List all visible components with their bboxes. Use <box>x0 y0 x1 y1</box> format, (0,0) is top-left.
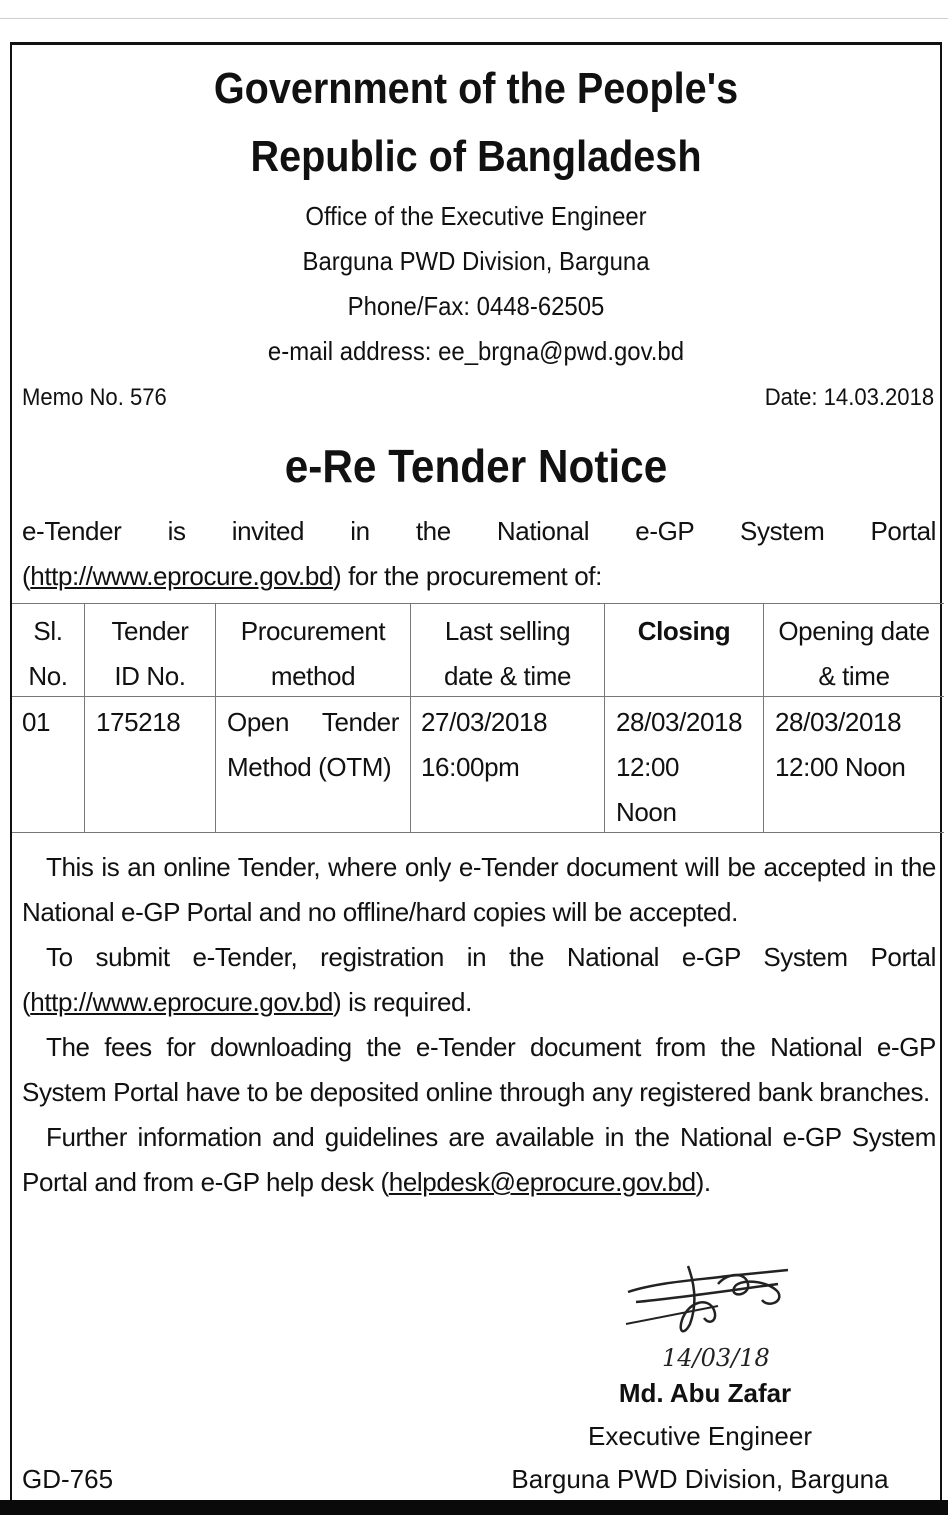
office-name: Office of the Executive Engineer <box>305 201 647 231</box>
header-sl-line2: No. <box>28 661 68 691</box>
notice-body <box>22 845 936 1205</box>
intro-line1: e-Tender is invited in the National e-GP System Portal <box>22 516 936 546</box>
header-opening-line1: Opening date <box>778 616 930 646</box>
cell-method <box>227 700 399 790</box>
gd-code: GD-765 <box>22 1464 114 1494</box>
cell-closing <box>616 700 742 835</box>
signature-date: 14/03/18 <box>662 1344 770 1372</box>
intro-line2 <box>22 554 936 599</box>
division-name: Barguna PWD Division, Barguna <box>302 246 650 276</box>
header-sl-no <box>12 609 84 699</box>
p4-text: Further information and guidelines are available in the National e-GP System Portal and from e-GP help desk ( <box>22 1122 936 1197</box>
cell-sl: 01 <box>22 707 51 737</box>
memo-number: Memo No. 576 <box>22 384 167 411</box>
header-tender-id <box>85 609 215 699</box>
paragraph-registration <box>22 935 936 1025</box>
header-last-selling-line1: Last selling <box>444 616 571 646</box>
header-procurement-line1: Procurement <box>240 616 386 646</box>
signatory-designation: Executive Engineer <box>587 1421 813 1451</box>
government-title-line1: Government of the People's <box>213 64 739 113</box>
intro-paragraph <box>22 509 936 599</box>
cell-opening <box>775 700 905 790</box>
paragraph-online-tender: This is an online Tender, where only e-Tender document will be accepted in the National e-GP Portal and no offline/hard copies will be accepted. <box>22 852 936 927</box>
phone-fax: Phone/Fax: 0448-62505 <box>347 291 605 321</box>
p4-text-end: ). <box>695 1167 711 1197</box>
email-address: e-mail address: ee_brgna@pwd.gov.bd <box>267 336 685 366</box>
cell-tender-id: 175218 <box>96 707 181 737</box>
notice-date: Date: 14.03.2018 <box>764 384 934 411</box>
handwritten-signature <box>618 1262 798 1388</box>
header-procurement-method <box>216 609 410 699</box>
government-title-line2: Republic of Bangladesh <box>250 132 702 181</box>
eprocure-link-2[interactable]: http://www.eprocure.gov.bd <box>30 987 333 1017</box>
cell-method-line1: Open Tender <box>227 707 399 737</box>
p2-text-end: ) is required. <box>333 987 472 1017</box>
cell-opening-date: 28/03/2018 <box>775 707 902 737</box>
notice-title: e-Re Tender Notice <box>284 440 668 492</box>
table-top-border <box>12 603 944 604</box>
cell-last-selling-date: 27/03/2018 <box>421 707 548 737</box>
header-sl-line1: Sl. <box>33 616 63 646</box>
intro-rest: ) for the procurement of: <box>333 561 602 591</box>
table-bottom-border <box>12 832 944 833</box>
eprocure-link[interactable]: http://www.eprocure.gov.bd <box>30 561 333 591</box>
cell-last-selling <box>421 700 547 790</box>
header-opening <box>764 609 944 699</box>
header-last-selling-line2: date & time <box>443 661 572 691</box>
helpdesk-email-link[interactable]: helpdesk@eprocure.gov.bd <box>388 1167 696 1197</box>
signatory-office: Barguna PWD Division, Barguna <box>511 1464 889 1494</box>
header-last-selling <box>411 609 604 699</box>
cell-closing-date: 28/03/2018 <box>616 707 743 737</box>
paragraph-fees: The fees for downloading the e-Tender document from the National e-GP System Portal have to be deposited online through any registered bank branches. <box>22 1032 936 1107</box>
cell-closing-noon: Noon <box>616 797 677 827</box>
header-tender-line2: ID No. <box>114 661 186 691</box>
paragraph-helpdesk <box>22 1115 936 1205</box>
cell-closing-time: 12:00 <box>616 752 680 782</box>
cell-last-selling-time: 16:00pm <box>421 752 520 782</box>
header-tender-line1: Tender <box>111 616 189 646</box>
top-divider <box>0 18 948 19</box>
header-closing-line1: Closing <box>637 616 731 646</box>
cell-method-line2: Method (OTM) <box>227 752 392 782</box>
header-closing <box>605 609 763 654</box>
bottom-bar <box>0 1500 948 1515</box>
p2-text: To submit e-Tender, registration in the National e-GP System Portal ( <box>22 942 936 1017</box>
header-procurement-line2: method <box>270 661 356 691</box>
open-paren: ( <box>22 561 31 591</box>
signatory-name: Md. Abu Zafar <box>618 1378 792 1408</box>
cell-opening-time: 12:00 Noon <box>775 752 906 782</box>
header-opening-line2: & time <box>818 661 890 691</box>
